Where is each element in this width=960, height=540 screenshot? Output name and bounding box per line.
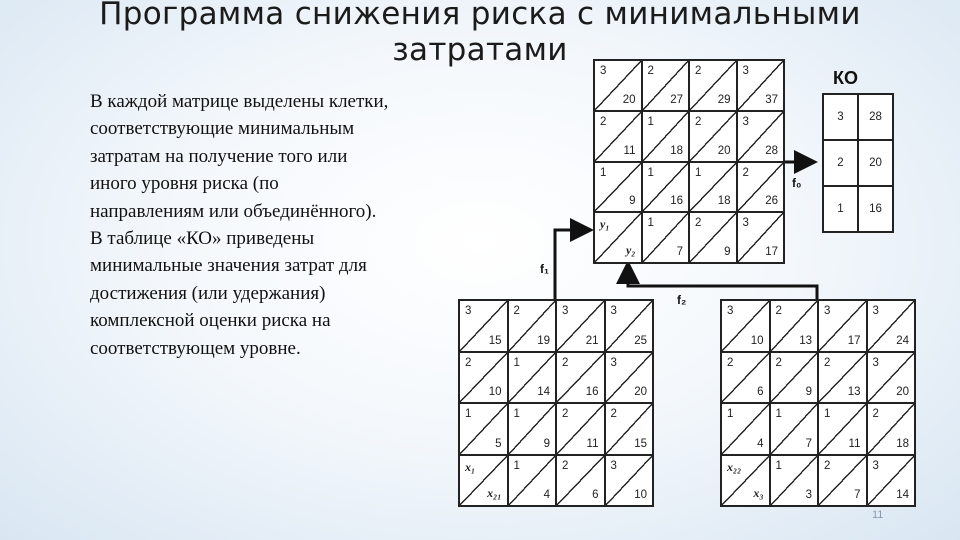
- matrix-cell: [606, 456, 655, 508]
- cell-cost: 3: [805, 489, 812, 501]
- matrix-cell: [819, 404, 868, 456]
- cell-cost: 17: [847, 334, 861, 347]
- cell-level: 1: [695, 166, 702, 179]
- cell-cost: 10: [488, 386, 502, 398]
- cell-cost: 9: [724, 246, 731, 258]
- cell-level: 2: [513, 305, 520, 317]
- cell-level: 1: [465, 408, 472, 420]
- ko-level-cell: 2: [824, 141, 859, 187]
- matrix-cell: [643, 61, 691, 112]
- cell-level: 3: [872, 305, 879, 317]
- matrix-cell: [557, 301, 606, 353]
- cell-level: 3: [465, 305, 472, 317]
- cell-cost: 17: [765, 246, 778, 258]
- matrix-cell: [771, 456, 820, 508]
- cell-cost: 37: [765, 93, 778, 106]
- matrix-cell: [509, 353, 558, 405]
- cell-cost: x₃: [753, 486, 764, 500]
- matrix-cell: [557, 456, 606, 508]
- cell-cost: 9: [543, 437, 550, 450]
- cell-level: 1: [824, 408, 831, 420]
- cell-level: 2: [647, 65, 654, 77]
- matrix-cell: [868, 456, 917, 508]
- cell-cost: 25: [634, 334, 647, 347]
- ko-cost-cell: 20: [859, 141, 894, 187]
- cell-level: 3: [610, 305, 617, 317]
- cell-level: 1: [775, 408, 782, 420]
- cell-level: 1: [727, 408, 734, 420]
- ko-table: [822, 93, 894, 233]
- cell-cost: 10: [750, 334, 764, 347]
- cell-cost: 6: [757, 386, 764, 398]
- cell-level: 1: [647, 115, 654, 128]
- arrow-f2: [628, 266, 817, 299]
- cell-cost: 14: [896, 489, 909, 501]
- cell-level: 3: [872, 459, 879, 472]
- cell-level: 2: [600, 115, 607, 128]
- cell-cost: 4: [543, 489, 550, 501]
- cell-cost: 15: [634, 437, 647, 450]
- matrix-cell: [643, 112, 691, 163]
- cell-cost: 24: [896, 334, 909, 347]
- ko-title: КО: [833, 68, 858, 88]
- cell-level: 3: [610, 459, 617, 472]
- matrix-left: [458, 299, 654, 507]
- matrix-cell: [690, 61, 738, 112]
- ko-level-cell: 3: [824, 95, 859, 141]
- cell-cost: 19: [537, 334, 550, 347]
- cell-cost: 10: [634, 489, 647, 501]
- cell-cost: 18: [717, 195, 731, 208]
- cell-level: 2: [872, 408, 879, 420]
- cell-level: 2: [824, 459, 831, 472]
- cell-level: 1: [647, 217, 654, 230]
- matrix-cell: [606, 404, 655, 456]
- ko-cost-cell: 28: [859, 95, 894, 141]
- cell-level: 2: [610, 408, 617, 420]
- body-text: В каждой матрице выделены клетки, соответствующие минимальным затратам на получение того или иного уровня риска (по направлениям или объединённого). В таблице «КО» приведены минимальные значения затрат для достижения (или удержания) комплексной оценки риска на соответствующем уровне.: [90, 91, 389, 359]
- cell-cost: 5: [495, 437, 502, 450]
- cell-cost: 9: [805, 386, 812, 398]
- cell-cost: 20: [896, 386, 909, 398]
- cell-level: 2: [562, 459, 569, 472]
- cell-cost: 13: [799, 334, 812, 347]
- slide-title: Программа снижения риска с минимальными затратами: [99, 0, 861, 68]
- cell-cost: 7: [805, 437, 812, 450]
- cell-level: 2: [775, 356, 782, 369]
- page-number: 11: [872, 509, 884, 521]
- matrix-cell: [460, 353, 509, 405]
- matrix-cell: [557, 404, 606, 456]
- label-f0: f₀: [792, 176, 802, 190]
- ko-level-cell: 1: [824, 187, 859, 233]
- cell-level: 2: [695, 65, 702, 77]
- cell-level: 1: [513, 408, 520, 420]
- cell-cost: 27: [670, 93, 683, 106]
- cell-level: x₂₂: [727, 459, 742, 474]
- cell-level: 1: [513, 356, 520, 369]
- matrix-cell: [738, 163, 786, 214]
- matrix-cell: [509, 301, 558, 353]
- cell-level: 3: [824, 305, 831, 317]
- cell-cost: 7: [676, 246, 683, 258]
- label-f2: f₂: [677, 293, 687, 307]
- cell-cost: 7: [854, 489, 861, 501]
- cell-cost: 13: [847, 386, 861, 398]
- cell-level: 3: [610, 356, 617, 369]
- cell-level: 2: [562, 408, 569, 420]
- matrix-cell: [460, 456, 509, 508]
- ko-cost-cell: 16: [859, 187, 894, 233]
- cell-cost: 20: [622, 93, 636, 106]
- matrix-right: [720, 299, 916, 507]
- cell-level: 3: [727, 305, 734, 317]
- cell-cost: 6: [592, 489, 599, 501]
- cell-level: 2: [695, 217, 702, 230]
- matrix-cell: [595, 112, 643, 163]
- cell-cost: 14: [537, 386, 550, 398]
- cell-level: 2: [824, 356, 831, 369]
- matrix-cell: [771, 301, 820, 353]
- cell-cost: 4: [757, 437, 764, 450]
- cell-cost: 16: [585, 386, 599, 398]
- matrix-top: [593, 59, 785, 264]
- cell-cost: 16: [670, 195, 683, 208]
- cell-level: 3: [872, 356, 879, 369]
- cell-cost: 20: [717, 144, 731, 157]
- cell-cost: 11: [586, 437, 599, 450]
- matrix-cell: [771, 353, 820, 405]
- matrix-cell: [557, 353, 606, 405]
- matrix-cell: [722, 301, 771, 353]
- matrix-cell: [722, 456, 771, 508]
- arrow-f1: [555, 230, 588, 299]
- cell-cost: 11: [848, 437, 861, 450]
- cell-cost: 11: [623, 144, 636, 157]
- cell-level: 2: [465, 356, 472, 369]
- matrix-cell: [738, 61, 786, 112]
- cell-level: 1: [775, 459, 782, 472]
- cell-cost: 28: [765, 144, 778, 157]
- matrix-cell: [595, 61, 643, 112]
- matrix-cell: [722, 404, 771, 456]
- cell-level: 3: [562, 305, 569, 317]
- matrix-cell: [595, 213, 643, 264]
- cell-cost: 9: [629, 195, 636, 208]
- matrix-cell: [595, 163, 643, 214]
- cell-level: 3: [742, 217, 749, 230]
- cell-level: 3: [742, 115, 749, 128]
- matrix-cell: [643, 213, 691, 264]
- matrix-cell: [868, 353, 917, 405]
- cell-cost: y₂: [625, 243, 636, 257]
- matrix-cell: [690, 112, 738, 163]
- matrix-cell: [738, 112, 786, 163]
- matrix-cell: [819, 353, 868, 405]
- cell-level: 3: [742, 65, 749, 77]
- cell-level: 2: [742, 166, 749, 179]
- cell-cost: 26: [765, 195, 778, 208]
- cell-level: x₁: [465, 459, 476, 474]
- matrix-cell: [509, 404, 558, 456]
- cell-level: 1: [513, 459, 520, 472]
- matrix-cell: [460, 404, 509, 456]
- cell-level: y₁: [600, 217, 610, 232]
- matrix-cell: [819, 456, 868, 508]
- matrix-cell: [738, 213, 786, 264]
- cell-level: 1: [600, 166, 607, 179]
- matrix-cell: [690, 213, 738, 264]
- cell-cost: 18: [896, 437, 909, 450]
- cell-level: 3: [600, 65, 607, 77]
- matrix-cell: [819, 301, 868, 353]
- cell-cost: 21: [585, 334, 599, 347]
- cell-cost: 20: [634, 386, 647, 398]
- cell-level: 1: [647, 166, 654, 179]
- cell-level: 2: [775, 305, 782, 317]
- cell-level: 2: [695, 115, 702, 128]
- cell-cost: 29: [717, 93, 731, 106]
- matrix-cell: [690, 163, 738, 214]
- cell-cost: x₂₁: [487, 486, 502, 500]
- matrix-cell: [460, 301, 509, 353]
- matrix-cell: [606, 301, 655, 353]
- matrix-cell: [868, 301, 917, 353]
- matrix-cell: [509, 456, 558, 508]
- matrix-cell: [606, 353, 655, 405]
- matrix-cell: [771, 404, 820, 456]
- cell-cost: 15: [488, 334, 502, 347]
- cell-level: 2: [727, 356, 734, 369]
- cell-cost: 18: [670, 144, 683, 157]
- matrix-cell: [868, 404, 917, 456]
- label-f1: f₁: [540, 262, 549, 276]
- matrix-cell: [722, 353, 771, 405]
- cell-level: 2: [562, 356, 569, 369]
- matrix-cell: [643, 163, 691, 214]
